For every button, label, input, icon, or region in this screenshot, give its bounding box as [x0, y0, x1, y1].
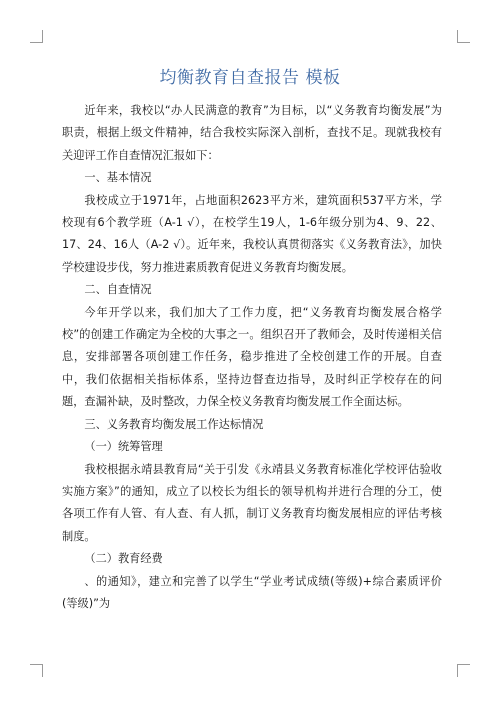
corner-mark-bottom-left: [30, 664, 43, 677]
section-heading-self-check: 二、自查情况: [84, 283, 152, 297]
section-heading-compliance: 三、义务教育均衡发展工作达标情况: [84, 417, 264, 431]
subheading-funding: （二）教育经费: [84, 552, 163, 566]
section-heading-basic: 一、基本情况: [84, 171, 152, 185]
corner-mark-top-right: [457, 30, 470, 43]
subheading-management: （一）统筹管理: [84, 440, 163, 454]
intro-paragraph: 近年来，我校以“办人民满意的教育”为目标，以“义务教育均衡发展”为职责，根据上级文件精神，结合我校实际深入剖析，查找不足。现就我校有关迎评工作自查情况汇报如下：: [62, 104, 442, 162]
corner-mark-bottom-right: [457, 664, 470, 677]
corner-mark-top-left: [30, 30, 43, 43]
basic-info-paragraph: 我校成立于1971年，占地面积2623平方米，建筑面积537平方米，学校现有6个教学班（A-1 √），在校学生19人，1-6年级分别为4、9、22、17、24、16人（A-2 √）。近年来，我校认真贯彻落实《义务教育法》，加快学校建设步伐，努力推进素质教育促进义务教育均衡发展。: [62, 193, 442, 274]
self-check-paragraph: 今年开学以来，我们加大了工作力度，把“义务教育均衡发展合格学校”的创建工作确定为全校的大事之一。组织召开了教师会，及时传递相关信息，安排部署各项创建工作任务，稳步推进了全校创建工作的开展。自查中，我们依据相关指标体系，坚持边督查边指导，及时纠正学校存在的问题，查漏补缺，及时整改，力保全校义务教育均衡发展工作全面达标。: [62, 305, 442, 409]
management-paragraph: 我校根据永靖县教育局“关于引发《永靖县义务教育标准化学校评估验收实施方案》”的通知，成立了以校长为组长的领导机构并进行合理的分工，使各项工作有人管、有人查、有人抓，制订义务教育均衡发展相应的评估考核制度。: [62, 462, 442, 543]
document-body: [62, 100, 442, 615]
funding-paragraph: 、的通知》，建立和完善了以学生“学业考试成绩(等级)+综合素质评价(等级)”为: [62, 574, 442, 610]
document-title: 均衡教育自查报告 模板: [159, 68, 341, 88]
